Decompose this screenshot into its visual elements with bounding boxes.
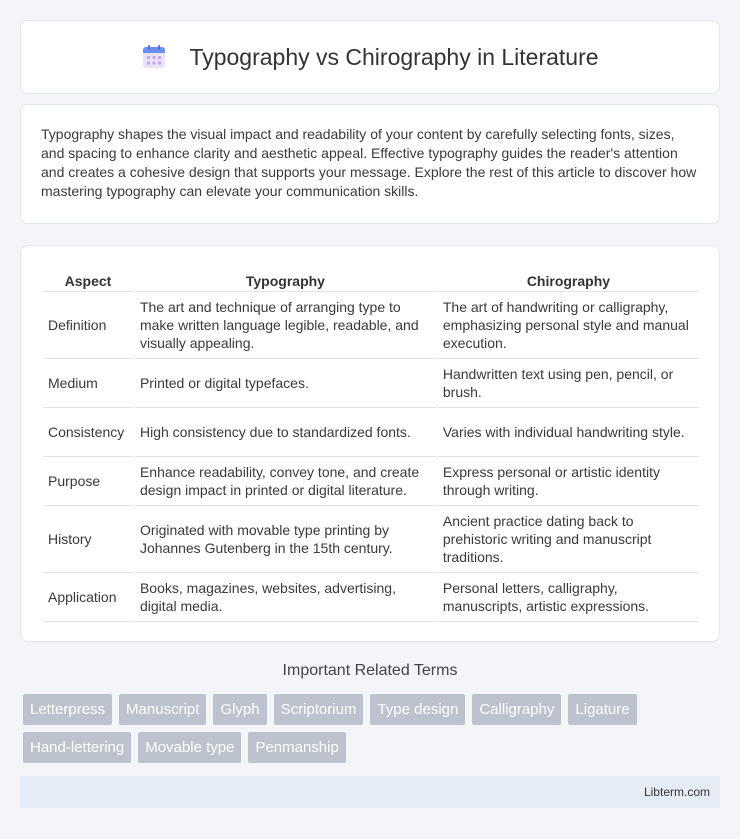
- aspect-cell: Medium: [43, 359, 133, 408]
- typography-cell: Originated with movable type printing by Johannes Gutenberg in the 15th century.: [135, 506, 436, 573]
- column-header: Chirography: [438, 266, 699, 292]
- term-tag[interactable]: Movable type: [138, 732, 241, 763]
- term-tag[interactable]: Type design: [370, 694, 465, 725]
- typography-cell: Printed or digital typefaces.: [135, 359, 436, 408]
- table-row: [43, 573, 699, 622]
- table-row: [43, 457, 699, 506]
- term-tag[interactable]: Hand-lettering: [23, 732, 131, 763]
- term-tag[interactable]: Ligature: [568, 694, 636, 725]
- typography-cell: Books, magazines, websites, advertising, digital media.: [135, 573, 436, 622]
- typography-cell: Enhance readability, convey tone, and create design impact in printed or digital literature.: [135, 457, 436, 506]
- table-row: [43, 506, 699, 573]
- related-terms-list: [23, 694, 723, 763]
- chirography-cell: Ancient practice dating back to prehistoric writing and manuscript traditions.: [438, 506, 699, 573]
- aspect-cell: Definition: [43, 292, 133, 359]
- chirography-cell: Personal letters, calligraphy, manuscripts, artistic expressions.: [438, 573, 699, 622]
- term-tag[interactable]: Letterpress: [23, 694, 112, 725]
- chirography-cell: Handwritten text using pen, pencil, or brush.: [438, 359, 699, 408]
- table-row: [43, 408, 699, 457]
- aspect-cell: Consistency: [43, 408, 133, 457]
- comparison-card: [20, 245, 720, 642]
- comparison-table: [41, 266, 701, 622]
- intro-card: [20, 104, 720, 224]
- chirography-cell: The art of handwriting or calligraphy, emphasizing personal style and manual execution.: [438, 292, 699, 359]
- typography-cell: The art and technique of arranging type to make written language legible, readable, and visually appealing.: [135, 292, 436, 359]
- table-header-row: [43, 266, 699, 292]
- column-header: Aspect: [43, 266, 133, 292]
- aspect-cell: History: [43, 506, 133, 573]
- table-row: [43, 292, 699, 359]
- chirography-cell: Express personal or artistic identity through writing.: [438, 457, 699, 506]
- footer-link[interactable]: Libterm.com: [643, 785, 710, 799]
- term-tag[interactable]: Scriptorium: [274, 694, 364, 725]
- typography-cell: High consistency due to standardized fonts.: [135, 408, 436, 457]
- page-title: Typography vs Chirography in Literature: [189, 43, 599, 70]
- calendar-icon: [141, 44, 167, 70]
- aspect-cell: Application: [43, 573, 133, 622]
- chirography-cell: Varies with individual handwriting style.: [438, 408, 699, 457]
- table-row: [43, 359, 699, 408]
- header-card: [20, 20, 720, 94]
- term-tag[interactable]: Glyph: [213, 694, 266, 725]
- related-terms-title: Important Related Terms: [282, 662, 458, 679]
- term-tag[interactable]: Penmanship: [248, 732, 345, 763]
- column-header: Typography: [135, 266, 436, 292]
- intro-text: Typography shapes the visual impact and readability of your content by carefully selecting fonts, sizes, and spacing to enhance clarity and aesthetic appeal. Effective typography guides the reader's attention and creates a cohesive design that supports your message. Explore the rest of this article to discover how mastering typography can elevate your communication skills.: [41, 126, 697, 199]
- footer: [20, 776, 720, 808]
- term-tag[interactable]: Manuscript: [119, 694, 206, 725]
- aspect-cell: Purpose: [43, 457, 133, 506]
- term-tag[interactable]: Calligraphy: [472, 694, 561, 725]
